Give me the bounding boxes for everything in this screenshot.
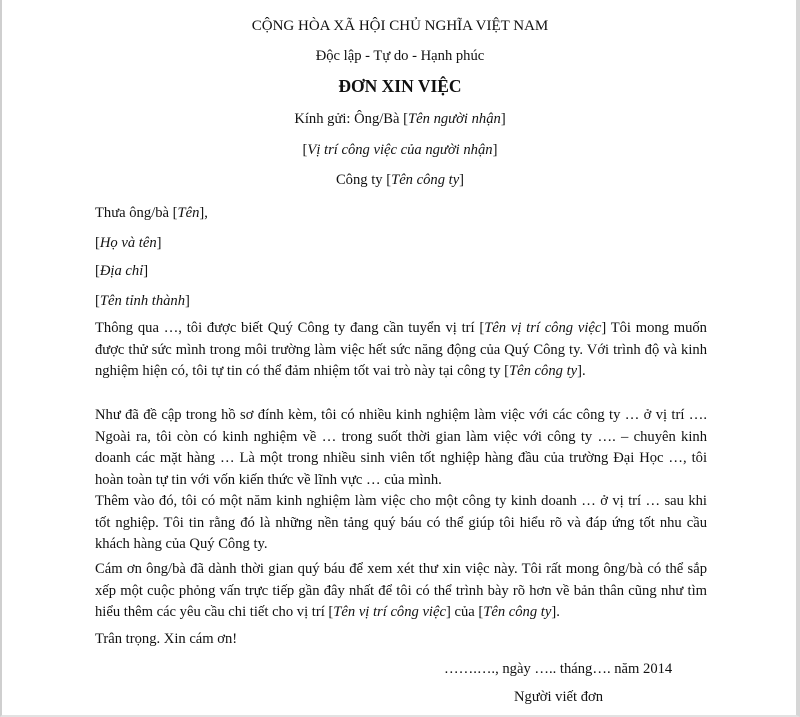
body-paragraph-3: Thêm vào đó, tôi có một năm kinh nghiệm làm việc cho một công ty kinh doanh … ở vị trí … sau khi tốt nghiệp. Tôi tin rằng đó là những nền tảng quý báu có thể giúp tôi hiểu rõ và đáp ứng tốt nhu cầu khách hàng của Quý Công ty. [95,493,707,552]
p4-text-c: ] của [ [445,604,484,620]
recipient-name: Tên người nhận [408,111,501,127]
signer-label: Người viết đơn [514,689,604,705]
bracket-close: ] [156,235,162,251]
p4-text-a: Cám ơn ông/bà đã dành thời gian quý báu để xem xét thư xin việc này. Tôi rất mong ông/bà có thể sắp xếp một cuộc phỏng vấn trực tiếp gần đây nhất để tôi có thể trình bày rõ hơn về bản thân cũng như tìm hiểu thêm các yêu cầu chi tiết cho vị trí [ [95,561,707,620]
salutation-suffix: ], [199,205,208,221]
bracket-open: [ [302,142,308,158]
recipient-suffix: ] [500,111,506,127]
recipient-position-line [0,142,800,159]
nation-title: CỘNG HÒA XÃ HỘI CHỦ NGHĨA VIỆT NAM [251,18,549,34]
p1-company-placeholder: Tên công ty [509,363,578,379]
bracket-open: [ [95,235,100,251]
company-prefix: Công ty [ [335,172,392,188]
salutation-line [95,205,707,222]
p1-text-a: Thông qua …, tôi được biết Quý Công ty đang cần tuyển vị trí [ [95,320,485,336]
p1-text-e: ]. [577,363,586,379]
body-paragraph-2: Như đã đề cập trong hồ sơ đính kèm, tôi có nhiều kinh nghiệm làm việc với các công ty … ở vị trí …. Ngoài ra, tôi còn có kinh nghiệm về … trong suốt thời gian làm việc với công ty …. – chuyên kinh doanh các mặt hàng … Là một trong nhiều sinh viên tốt nghiệp hàng đầu của trường Đại Học …, tôi hoàn toàn tự tin với vốn kiến thức về lĩnh vực … của mình. [95,407,707,488]
sender-fullname: Họ và tên [99,235,157,251]
recipient-company: Tên công ty [391,172,460,188]
p4-company-placeholder: Tên công ty [483,604,552,620]
body-paragraph-1 [95,318,707,383]
salutation-prefix: Thưa ông/bà [ [95,205,178,221]
sender-address-line [95,263,707,280]
bracket-close: ] [143,263,149,279]
bracket-close: ] [185,293,190,309]
p1-position-placeholder: Tên vị trí công việc [484,320,602,336]
p1-text-c: ] Tôi mong muốn được thử sức mình trong môi trường làm việc hết sức năng động của Quý Công ty. Với trình độ và kinh nghiệm hiện có, tôi tự tin có thể đảm nhiệm tốt vai trò này tại công ty [ [95,320,707,379]
sender-address: Địa chỉ [99,263,144,279]
recipient-company-line [0,172,800,189]
bracket-close: ] [492,142,498,158]
recipient-position: Vị trí công việc của người nhận [307,142,493,158]
company-suffix: ] [459,172,465,188]
bracket-open: [ [95,263,100,279]
salutation-name: Tên [177,205,200,221]
p4-position-placeholder: Tên vị trí công việc [333,604,446,620]
p4-text-e: ]. [551,604,560,620]
date-line: …….…., ngày ….. tháng…. năm 2014 [444,661,673,677]
body-paragraph-4 [95,559,707,624]
sender-fullname-line [95,235,707,252]
closing-line: Trân trọng. Xin cám ơn! [95,631,238,647]
recipient-prefix: Kính gửi: Ông/Bà [ [294,111,409,127]
recipient-line [0,111,800,128]
sender-province-line [95,293,707,310]
motto: Độc lập - Tự do - Hạnh phúc [315,48,485,64]
bracket-open: [ [95,293,100,309]
sender-province: Tên tỉnh thành [99,293,186,309]
document-title: ĐƠN XIN VIỆC [338,76,462,96]
